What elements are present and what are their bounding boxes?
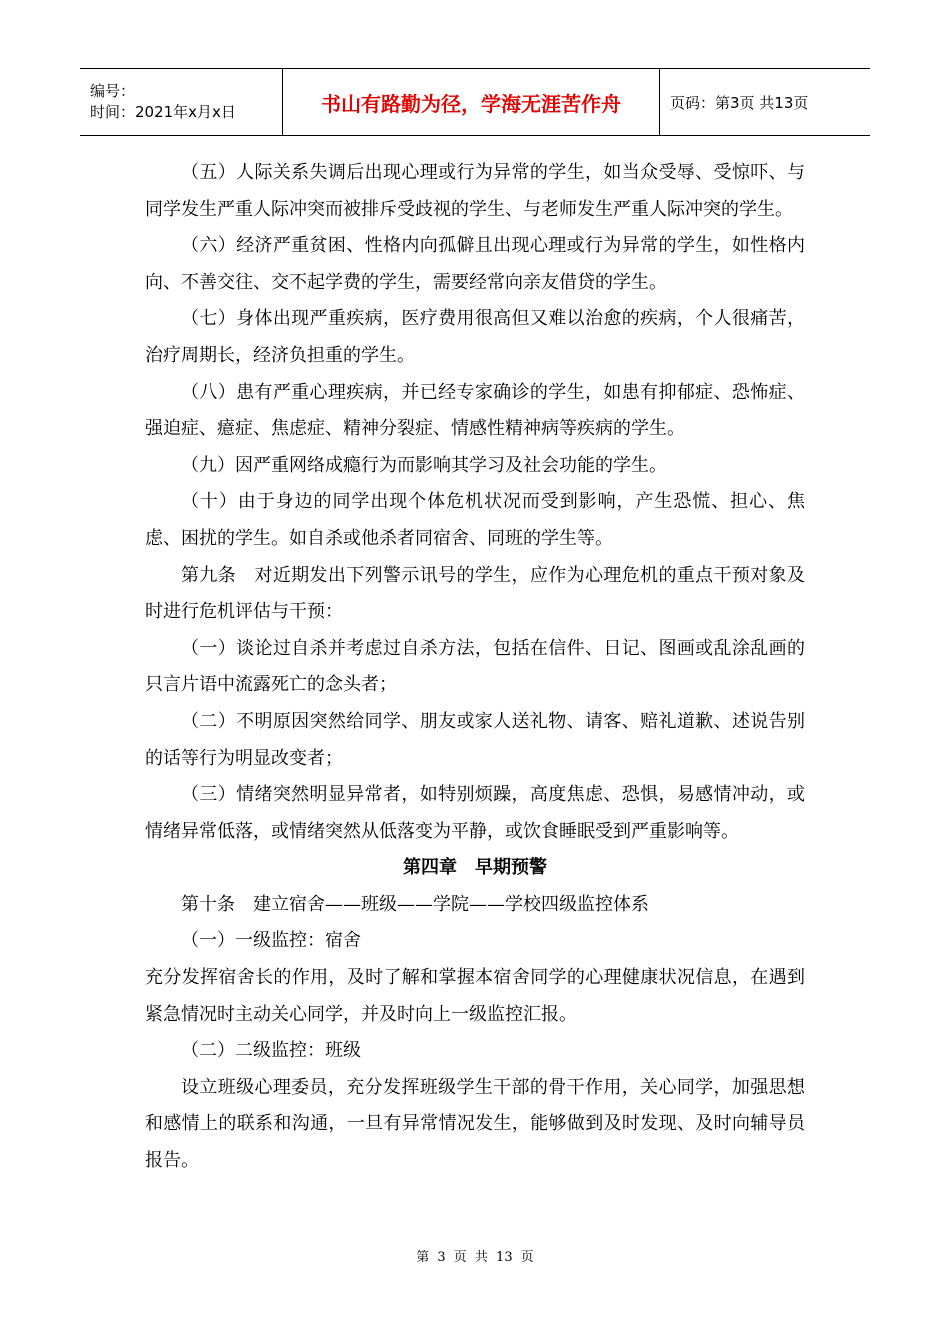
article-nine: 第九条 对近期发出下列警示讯号的学生，应作为心理危机的重点干预对象及时进行危机评估与干预： [145,564,805,623]
footer-page-number: 第 3 页 共 13 页 [416,1250,534,1265]
section-heading: （二）二级监控：班级 [181,1040,361,1062]
paragraph: 设立班级心理委员，充分发挥班级学生干部的骨干作用，关心同学，加强思想和感情上的联系和沟通，一旦有异常情况发生，能够做到及时发现、及时向辅导员报告。 [145,1076,805,1172]
paragraph: （三）情绪突然明显异常者，如特别烦躁，高度焦虑、恐惧，易感情冲动，或情绪异常低落，或情绪突然从低落变为平静，或饮食睡眠受到严重影响等。 [145,784,805,842]
document-body [145,155,805,1180]
document-number: 编号： [90,82,136,100]
paragraph: （八）患有严重心理疾病，并已经专家确诊的学生，如患有抑郁症、恐怖症、强迫症、癔症、焦虑症、精神分裂症、情感性精神病等疾病的学生。 [145,381,805,440]
header-motto [282,69,660,135]
paragraph: （五）人际关系失调后出现心理或行为异常的学生，如当众受辱、受惊吓、与同学发生严重人际冲突而被排斥受歧视的学生、与老师发生严重人际冲突的学生。 [145,162,805,220]
header-page-number: 页码：第3页 共13页 [670,93,809,112]
paragraph: （十）由于身边的同学出现个体危机状况而受到影响，产生恐慌、担心、焦虑、困扰的学生。如自杀或他杀者同宿舍、同班的学生等。 [145,491,805,549]
paragraph: （九）因严重网络成瘾行为而影响其学习及社会功能的学生。 [181,454,667,476]
paragraph: （七）身体出现严重疾病，医疗费用很高但又难以治愈的疾病，个人很痛苦，治疗周期长，经济负担重的学生。 [145,308,805,366]
page-header [80,68,870,136]
paragraph: 充分发挥宿舍长的作用，及时了解和掌握本宿舍同学的心理健康状况信息，在遇到紧急情况时主动关心同学，并及时向上一级监控汇报。 [145,967,805,1025]
document-date: 时间：2021年x月x日 [90,103,236,121]
paragraph: （二）不明原因突然给同学、朋友或家人送礼物、请客、赔礼道歉、述说告别的话等行为明显改变者； [145,710,805,769]
page-footer [0,1246,950,1265]
header-page-info [660,69,870,135]
section-heading: （一）一级监控：宿舍 [181,930,361,952]
header-meta [80,69,282,135]
article-ten: 第十条 建立宿舍——班级——学院——学校四级监控体系 [181,893,649,915]
paragraph: （六）经济严重贫困、性格内向孤僻且出现心理或行为异常的学生，如性格内向、不善交往、交不起学费的学生，需要经常向亲友借贷的学生。 [145,235,805,293]
motto-text: 书山有路勤为径，学海无涯苦作舟 [321,91,621,116]
chapter-title: 第四章 早期预警 [403,857,547,879]
paragraph: （一）谈论过自杀并考虑过自杀方法，包括在信件、日记、图画或乱涂乱画的只言片语中流露死亡的念头者； [145,637,805,696]
